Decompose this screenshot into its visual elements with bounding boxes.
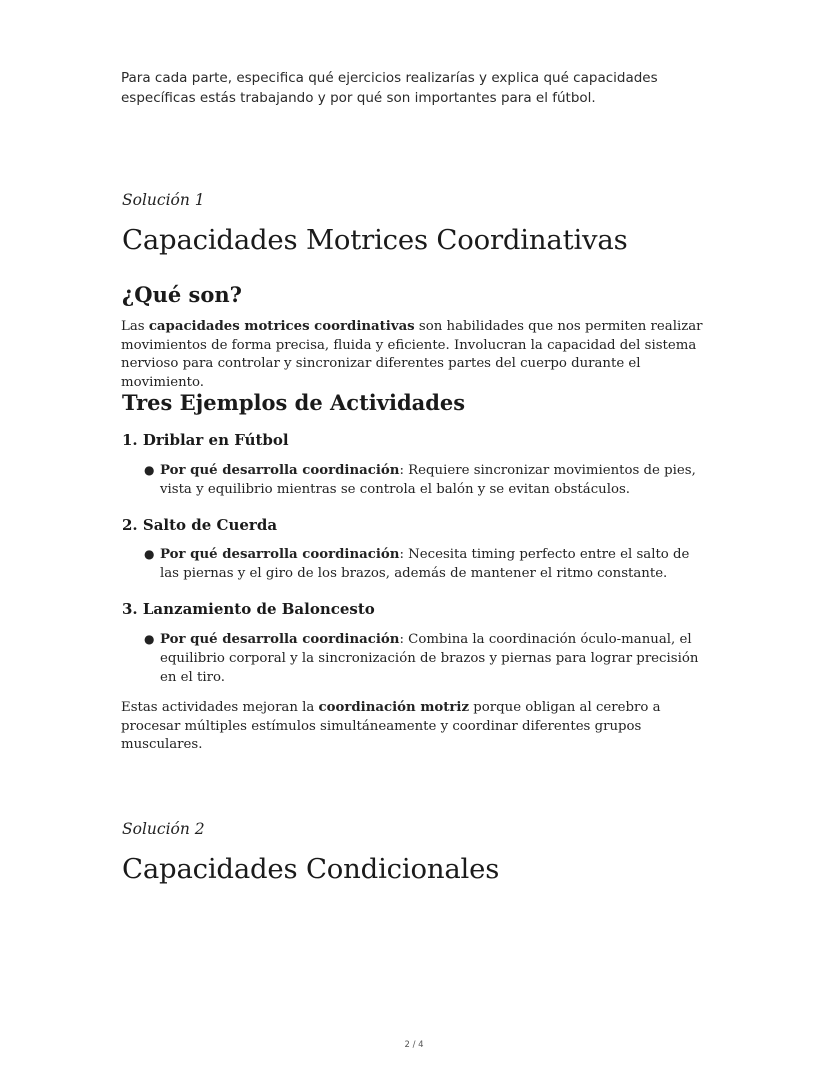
solution-1-title: Capacidades Motrices Coordinativas [122, 224, 628, 256]
definition-paragraph [121, 318, 711, 392]
closing-prefix: Estas actividades mejoran la [121, 700, 319, 715]
definition-suffix: son habilidades que nos permiten realizar movimientos de forma precisa, fluida y eficiente. Involucran la capacidad del sistema nervioso para controlar y sincronizar diferentes partes del cuerpo durante el movimiento. [121, 319, 703, 390]
solution-2-title: Capacidades Condicionales [122, 853, 500, 885]
bullet-bold-label: Por qué desarrolla coordinación [160, 632, 400, 647]
bullet-text: : Requiere sincronizar movimientos de pies, vista y equilibrio mientras se controla el balón y se evitan obstáculos. [160, 463, 696, 497]
solution-2-label: Solución 2 [122, 820, 205, 838]
activity-bullet [144, 630, 710, 687]
bullet-dot-icon: ● [144, 463, 155, 477]
closing-suffix: porque obligan al cerebro a procesar múltiples estímulos simultáneamente y coordinar diferentes grupos musculares. [121, 700, 661, 752]
bullet-dot-icon: ● [144, 547, 155, 561]
bullet-text: : Necesita timing perfecto entre el salto de las piernas y el giro de los brazos, además de mantener el ritmo constante. [160, 547, 690, 581]
bullet-bold-label: Por qué desarrolla coordinación [160, 547, 400, 562]
closing-bold-term: coordinación motriz [318, 700, 470, 715]
closing-paragraph [121, 699, 711, 755]
definition-prefix: Las [121, 319, 149, 334]
activity-bullet [144, 545, 710, 583]
activity-title: 3. Lanzamiento de Baloncesto [122, 600, 375, 618]
what-are-they-heading: ¿Qué son? [122, 282, 242, 307]
bullet-bold-label: Por qué desarrolla coordinación [160, 463, 400, 478]
solution-1-label: Solución 1 [122, 191, 205, 209]
examples-heading: Tres Ejemplos de Actividades [122, 390, 466, 415]
activity-bullet [144, 461, 710, 499]
activity-title: 2. Salto de Cuerda [122, 516, 278, 534]
page-number: 2 / 4 [404, 1040, 424, 1050]
bullet-dot-icon: ● [144, 632, 155, 646]
intro-paragraph: Para cada parte, especifica qué ejercicios realizarías y explica qué capacidades específicas estás trabajando y por qué son importantes para el fútbol. [121, 70, 658, 106]
activity-title: 1. Driblar en Fútbol [122, 431, 289, 449]
bullet-text: : Combina la coordinación óculo-manual, el equilibrio corporal y la sincronización de brazos y piernas para lograr precisión en el tiro. [160, 632, 699, 685]
definition-bold-term: capacidades motrices coordinativas [148, 319, 415, 334]
